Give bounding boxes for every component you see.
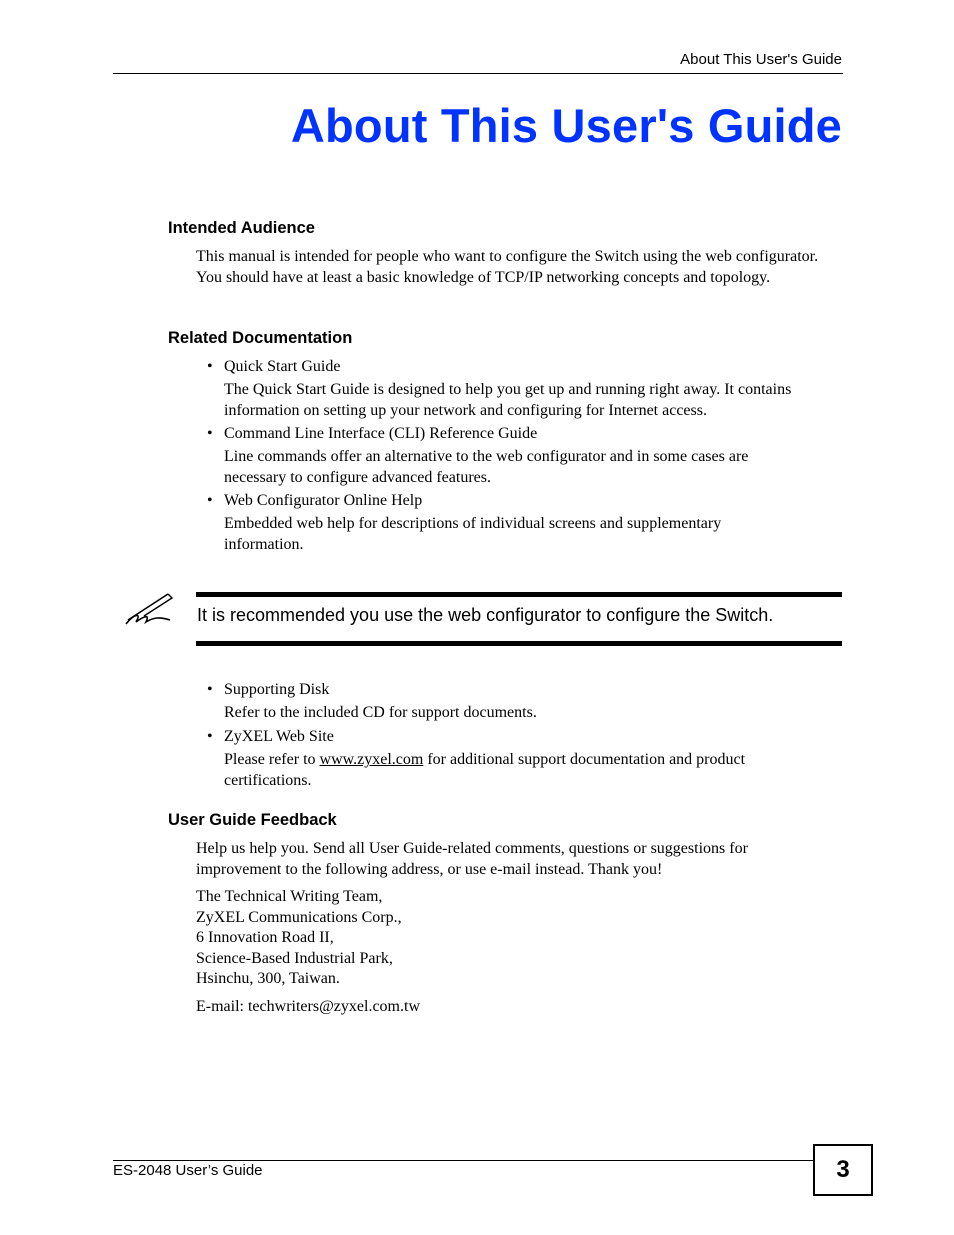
pencil-note-icon (124, 590, 174, 626)
list-item-title: Web Configurator Online Help (224, 492, 423, 509)
running-header: About This User's Guide (680, 51, 842, 68)
list-item-title: Supporting Disk (224, 681, 330, 698)
mailing-address (196, 887, 846, 990)
footer-rule (113, 1160, 813, 1161)
list-item-supporting-disk (207, 680, 847, 701)
list-item-desc: Embedded web help for descriptions of individual screens and supplementary information. (224, 515, 722, 553)
list-item-title: Quick Start Guide (224, 358, 341, 375)
list-item-title: ZyXEL Web Site (224, 728, 334, 745)
section-heading-intended-audience: Intended Audience (168, 219, 315, 237)
list-item-web-configurator-online-help (207, 491, 847, 512)
list-item-desc: Line commands offer an alternative to the web configurator and in some cases are necessary to configure advanced features. (224, 448, 749, 486)
address-line: Science-Based Industrial Park, (196, 949, 393, 967)
note-bottom-rule (196, 641, 842, 646)
header-rule (113, 73, 843, 74)
list-item-quick-start-guide (207, 357, 847, 378)
address-line: Hsinchu, 300, Taiwan. (196, 970, 340, 987)
list-item-zyxel-web-site (207, 727, 847, 748)
list-item-desc (224, 750, 809, 791)
page-number: 3 (813, 1144, 873, 1196)
list-item-desc: The Quick Start Guide is designed to help you get up and running right away. It contains information on setting up your network and configuring for Internet access. (224, 381, 792, 419)
section-heading-related-documentation: Related Documentation (168, 329, 353, 347)
footer-guide-name: ES-2048 User’s Guide (113, 1162, 263, 1179)
address-line: The Technical Writing Team, (196, 888, 383, 905)
desc-text: Please refer to (224, 751, 320, 768)
bullet-icon: • (207, 681, 213, 698)
intended-audience-text: This manual is intended for people who want to configure the Switch using the web configurator. You should have at least a basic knowledge of TCP/IP networking concepts and topology. (196, 248, 819, 286)
address-line: ZyXEL Communications Corp., (196, 908, 402, 926)
bullet-icon: • (207, 425, 213, 442)
feedback-text: Help us help you. Send all User Guide-related comments, questions or suggestions for improvement to the following address, or use e-mail instead. Thank you! (196, 840, 748, 878)
bullet-icon: • (207, 492, 213, 509)
bullet-icon: • (207, 358, 213, 375)
address-line: 6 Innovation Road II, (196, 929, 334, 946)
note-top-rule (196, 592, 842, 597)
note-text: It is recommended you use the web configurator to configure the Switch. (197, 605, 774, 625)
chapter-title: About This User's Guide (290, 99, 842, 152)
list-item-title: Command Line Interface (CLI) Reference Guide (224, 425, 538, 442)
feedback-email: E-mail: techwriters@zyxel.com.tw (196, 998, 420, 1015)
list-item-desc: Refer to the included CD for support documents. (224, 704, 537, 721)
zyxel-website-link[interactable]: www.zyxel.com (319, 751, 424, 768)
bullet-icon: • (207, 728, 213, 745)
section-heading-user-guide-feedback: User Guide Feedback (168, 811, 337, 829)
list-item-cli-reference-guide (207, 424, 847, 445)
desc-text: for additional support documentation and product certifications. (224, 751, 746, 789)
